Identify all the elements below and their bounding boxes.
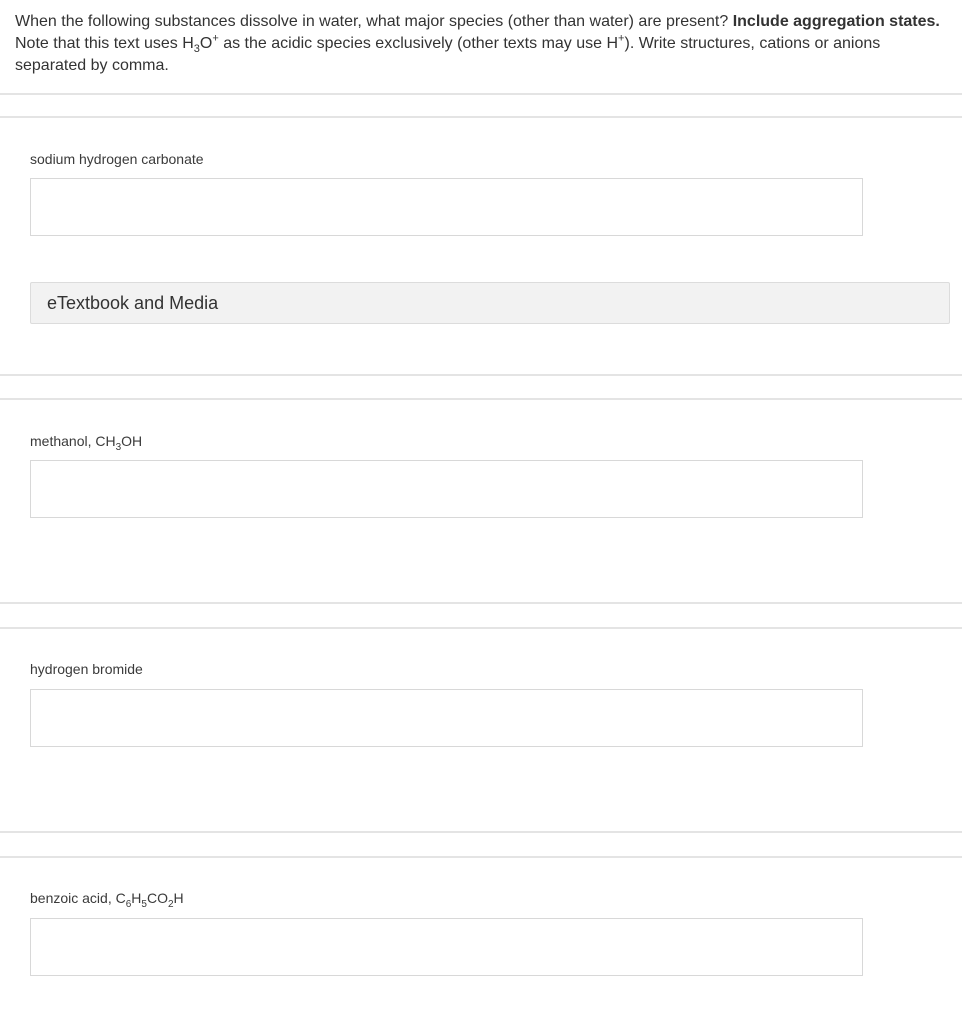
- label-text: H: [131, 890, 142, 906]
- answer-input-4[interactable]: [30, 918, 863, 976]
- question-label-2: [30, 432, 143, 453]
- label-text: H: [173, 890, 184, 906]
- section-divider: [0, 602, 962, 604]
- section-divider: [0, 831, 962, 833]
- label-subscript: 6: [125, 898, 132, 910]
- section-divider: [0, 856, 962, 858]
- label-text: methanol, CH: [30, 433, 116, 449]
- question-instructions: [15, 11, 950, 77]
- instructions-text-2: Note that this text uses H: [15, 35, 194, 52]
- label-text: sodium hydrogen carbonate: [30, 151, 204, 167]
- label-subscript: 2: [167, 898, 174, 910]
- label-text: CO: [146, 890, 168, 906]
- instructions-text: When the following substances dissolve in water, what major species (other than water) are present?: [15, 13, 733, 30]
- answer-input-2[interactable]: [30, 460, 863, 518]
- section-divider: [0, 116, 962, 118]
- instructions-text-3: O: [199, 35, 213, 52]
- instructions-text-4: as the acidic species exclusively (other texts may use H: [218, 35, 619, 52]
- label-text: benzoic acid, C: [30, 890, 126, 906]
- instructions-emphasis: Include aggregation states.: [732, 13, 940, 30]
- label-text: OH: [121, 433, 143, 449]
- section-divider: [0, 627, 962, 629]
- section-divider: [0, 398, 962, 400]
- instructions-text-5: ). Write structures, cations or anions separated by comma.: [15, 35, 881, 74]
- answer-input-1[interactable]: [30, 178, 863, 236]
- section-divider: [0, 93, 962, 95]
- instructions-superscript: +: [212, 32, 219, 45]
- instructions-subscript: 3: [193, 43, 200, 56]
- question-label-3: [30, 660, 143, 678]
- instructions-superscript-2: +: [618, 32, 625, 45]
- label-subscript: 5: [141, 898, 147, 910]
- label-subscript: 3: [115, 441, 122, 453]
- section-divider: [0, 374, 962, 376]
- question-label-1: [30, 150, 204, 168]
- question-label-4: [30, 889, 184, 910]
- etextbook-media-button[interactable]: eTextbook and Media: [30, 282, 950, 324]
- answer-input-3[interactable]: [30, 689, 863, 747]
- label-text: hydrogen bromide: [30, 661, 143, 677]
